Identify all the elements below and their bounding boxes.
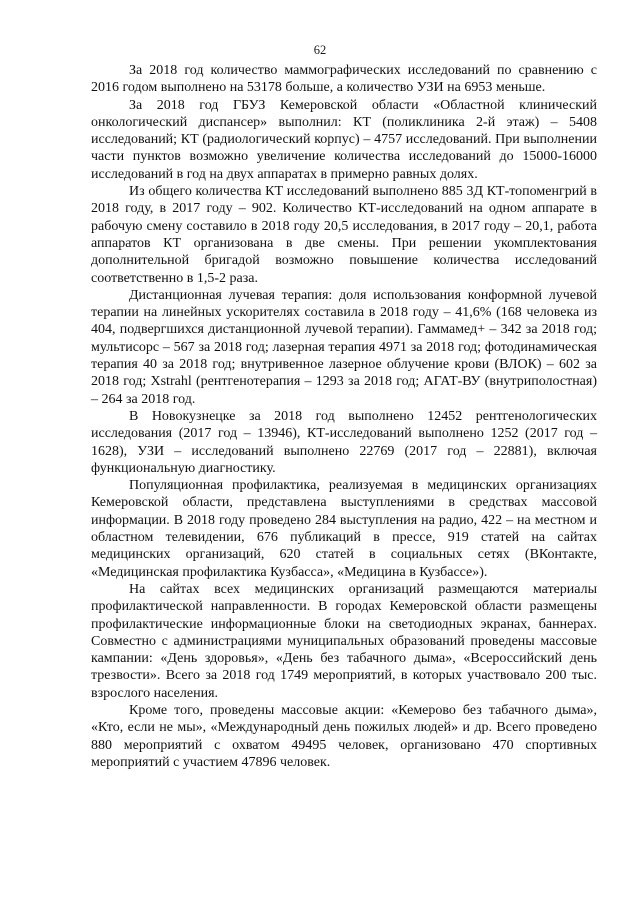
paragraph-mammography: За 2018 год количество маммографических исследований по сравнению с 2016 годом выполнено на 53178 больше, а количество УЗИ на 6953 меньше. [91,63,597,96]
paragraph-novokuznetsk: В Новокузнецке за 2018 год выполнено 12452 рентгенологических исследования (2017 год – 13946), КТ-исследований выполнено 1252 (2017 год – 1628), УЗИ – исследований выполнено 22769 (2017 год – 22881), включая функциональную диагностику. [91,408,597,476]
paragraph-ct-topometry: Из общего количества КТ исследований выполнено 885 3Д КТ-топоменгрий в 2018 году, в 2017 году – 902. Количество КТ-исследований на одном аппарате в рабочую смену составило в 2018 году 20,5 исследования, в 2017 году – 20,1, работа аппаратов КТ организована в две смены. При решении укомплектования дополнительной бригадой возможно повышение количества исследований соответственно в 1,5-2 раза. [91,184,597,286]
body-text [91,62,597,771]
paragraph-population-prevention: Популяционная профилактика, реализуемая в медицинских организациях Кемеровской области, представлена выступлениями в средствах массовой информации. В 2018 году проведено 284 выступления на радио, 422 – на местном и областном телевидении, 676 публикаций в прессе, 919 статей на сайтах медицинских организаций, 620 статей в социальных сетях (ВКонтакте, «Медицинская профилактика Кузбасса», «Медицина в Кузбассе»). [91,478,597,580]
page-number: 62 [313,43,327,57]
paragraph-websites-campaigns: На сайтах всех медицинских организаций размещаются материалы профилактической направленности. В городах Кемеровской области размещены профилактические информационные блоки на светодиодных экранах, баннерах. Совместно с администрациями муниципальных образований проведены массовые кампании: «День здоровья», «День без табачного дыма», «Всероссийский день трезвости». Всего за 2018 год 1749 мероприятий, в которых участвовало 200 тыс. взрослого населения. [91,581,597,701]
paragraph-radiation-therapy: Дистанционная лучевая терапия: доля использования конформной лучевой терапии на линейных ускорителях составила в 2018 году – 41,6% (168 человека из 404, подвергшихся дистанционной лучевой терапии). Гаммамед+ – 342 за 2018 год; мультисорс – 567 за 2018 год; лазерная терапия 4971 за 2018 год; фотодинамическая терапия 40 за 2018 год; внутривенное лазерное облучение крови (ВЛОК) – 602 за 2018 год; Xstrahl (рентгенотерапия – 1293 за 2018 год; АГАТ-ВУ (внутриполостная) – 264 за 2018 год. [91,287,597,407]
paragraph-oncology-dispensary-ct: За 2018 год ГБУЗ Кемеровской области «Областной клинический онкологический диспансер» выполнил: КТ (поликлиника 2-й этаж) – 5408 исследований; КТ (радиологический корпус) – 4757 исследований. При выполнении части пунктов возможно увеличение количества исследований до 15000-16000 исследований в год на двух аппаратах в примерно равных долях. [91,97,597,182]
paragraph-mass-actions: Кроме того, проведены массовые акции: «Кемерово без табачного дыма», «Кто, если не мы», «Международный день пожилых людей» и др. Всего проведено 880 мероприятий с охватом 49495 человек, организовано 470 спортивных мероприятий с участием 47896 человек. [91,702,597,770]
